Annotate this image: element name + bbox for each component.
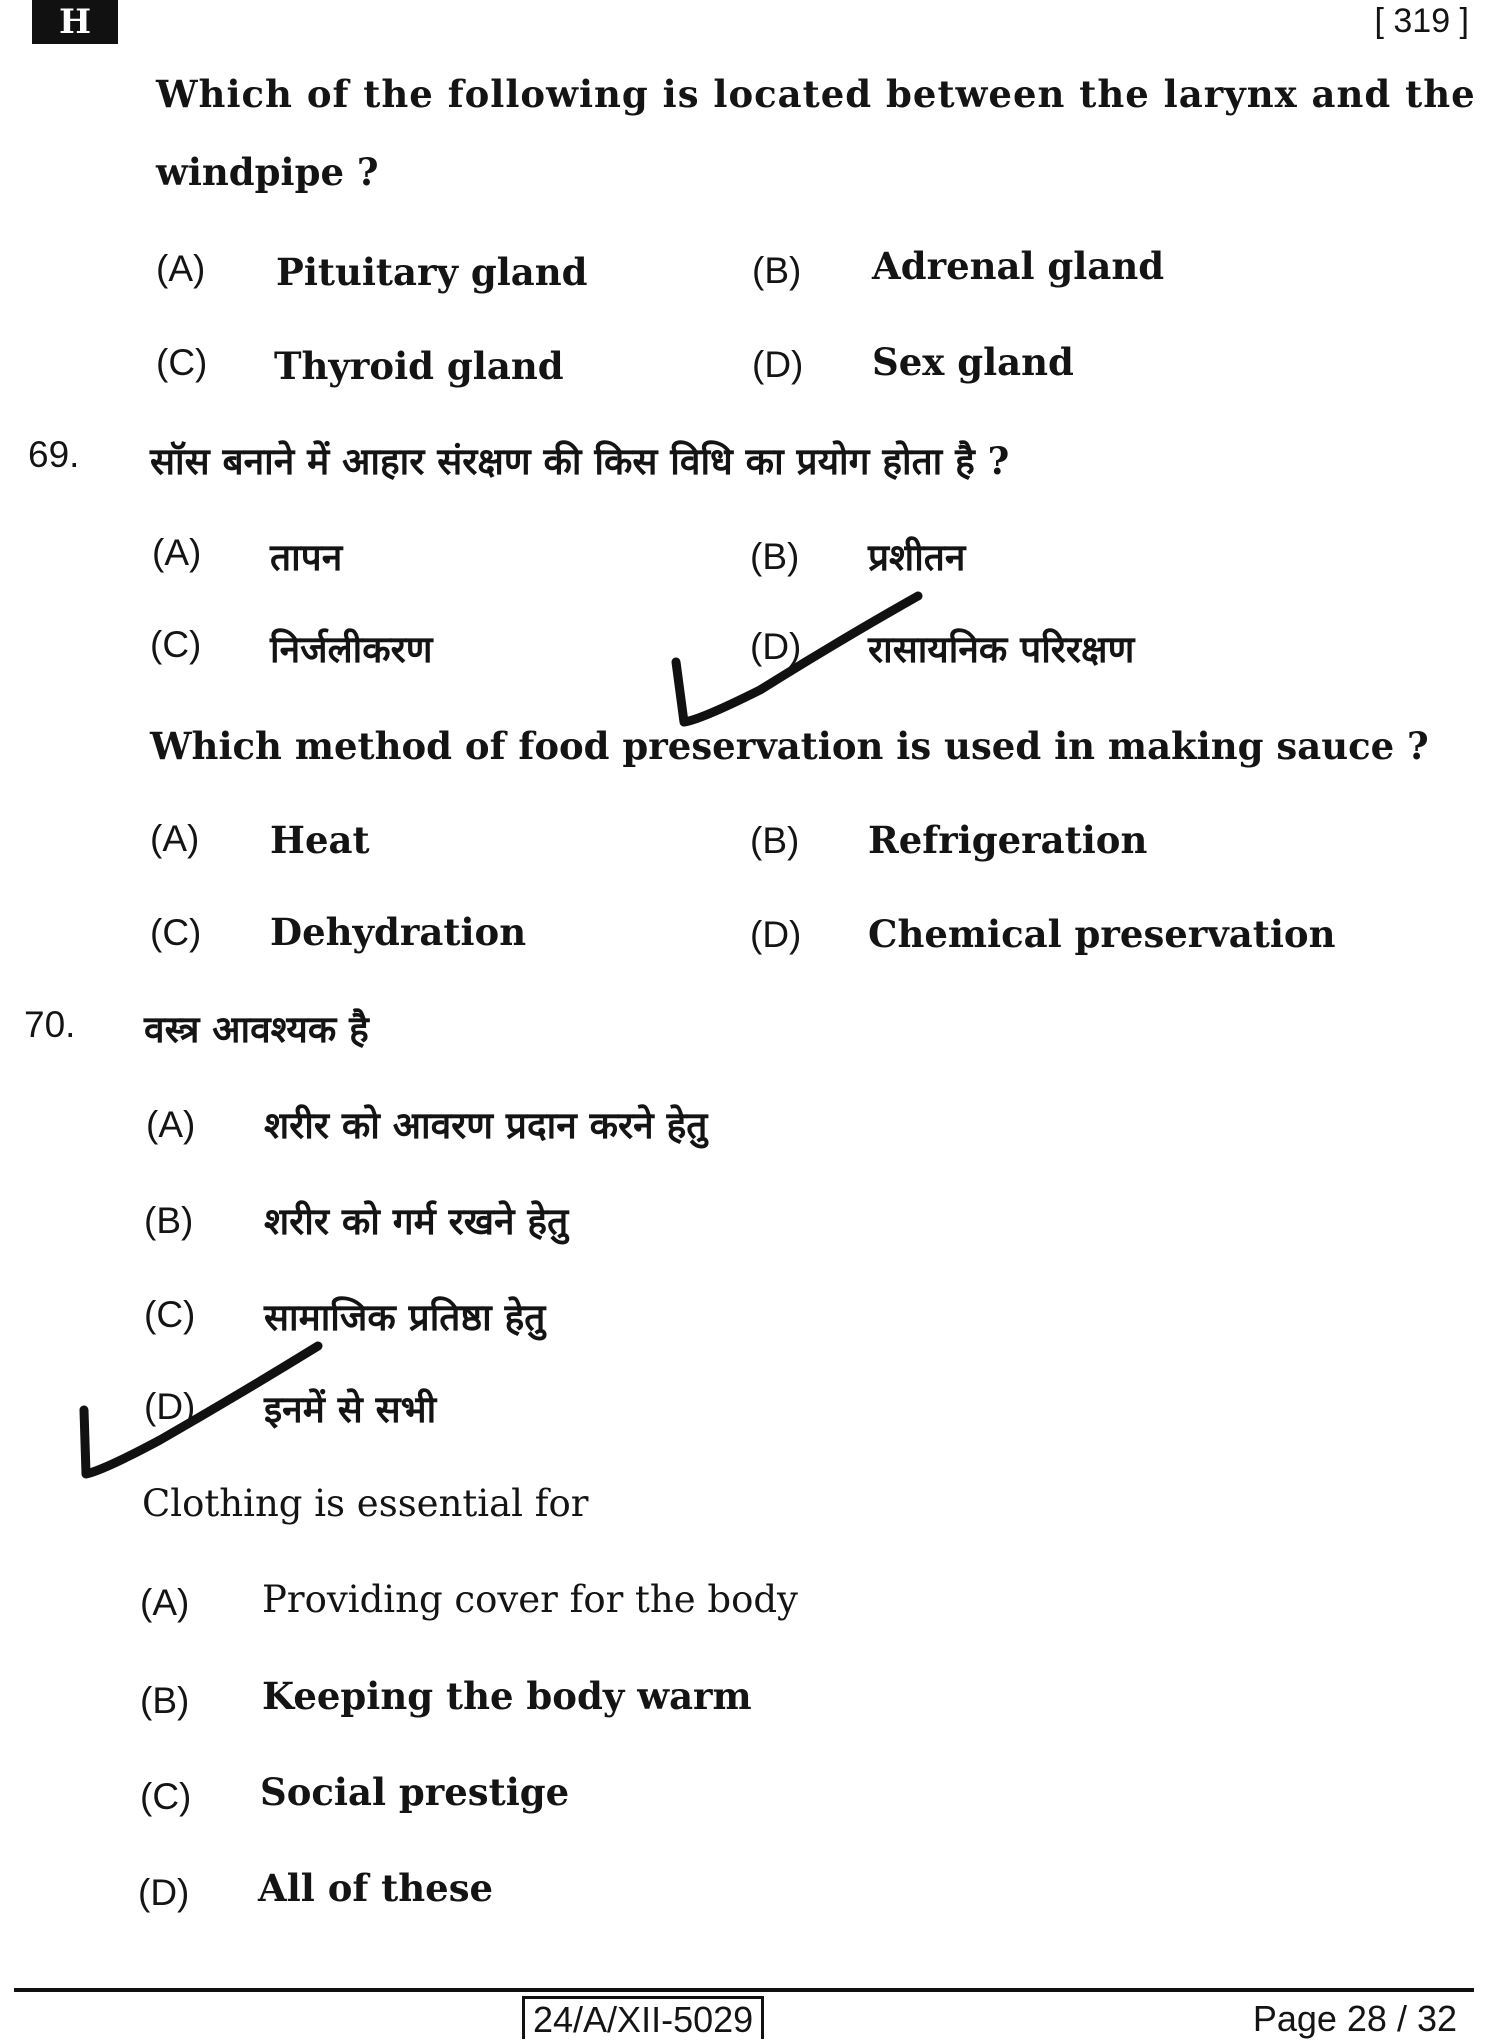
q69-number: 69. — [28, 434, 80, 475]
q70-hindi-option-b-text: शरीर को गर्म रखने हेतु — [264, 1199, 569, 1243]
q70-hindi-option-c-text: सामाजिक प्रतिष्ठा हेतु — [264, 1295, 546, 1339]
q70-option-c-label: (C) — [140, 1776, 192, 1817]
q70-hindi-option-a-text: शरीर को आवरण प्रदान करने हेतु — [264, 1103, 708, 1147]
q70-hindi-option-a-label: (A) — [146, 1104, 196, 1145]
q69-english-text: Which method of food preservation is used in making sauce ? — [150, 724, 1429, 768]
q69-hindi-option-c-label: (C) — [150, 624, 202, 665]
q69-hindi-option-d-text: रासायनिक परिरक्षण — [868, 627, 1135, 671]
q68-option-c-label: (C) — [156, 342, 208, 383]
q68-option-b-label: (B) — [752, 250, 802, 291]
q68-text-line1: Which of the following is located between the larynx and the — [156, 72, 1476, 116]
q70-option-d-text: All of these — [258, 1866, 494, 1910]
page-number: Page 28 / 32 — [1252, 1998, 1457, 2039]
q70-option-a-label: (A) — [140, 1582, 190, 1623]
q70-option-d-label: (D) — [138, 1872, 190, 1913]
q69-hindi-option-b-label: (B) — [750, 536, 800, 577]
q69-option-c-label: (C) — [150, 912, 202, 953]
q68-option-b-text: Adrenal gland — [872, 244, 1165, 288]
q70-option-a-text: Providing cover for the body — [262, 1578, 798, 1621]
q69-option-a-text: Heat — [270, 818, 370, 862]
q69-hindi-option-b-text: प्रशीतन — [868, 535, 966, 579]
footer-rule — [14, 1988, 1474, 1992]
q69-option-d-text: Chemical preservation — [868, 912, 1336, 956]
q70-option-b-label: (B) — [140, 1680, 190, 1721]
q70-hindi-option-b-label: (B) — [144, 1200, 194, 1241]
paper-code: [ 319 ] — [1374, 2, 1469, 40]
q69-hindi-option-a-text: तापन — [270, 535, 343, 579]
q69-option-c-text: Dehydration — [270, 910, 527, 954]
q68-option-c-text: Thyroid gland — [274, 344, 564, 388]
q69-hindi-option-c-text: निर्जलीकरण — [270, 627, 433, 671]
q68-text-line2: windpipe ? — [156, 150, 379, 194]
q68-option-a-label: (A) — [156, 248, 206, 289]
booklet-code: 24/A/XII-5029 — [522, 1996, 764, 2039]
q68-option-d-text: Sex gland — [872, 340, 1074, 384]
q70-hindi-option-d-label: (D) — [144, 1386, 196, 1427]
q69-hindi-option-d-label: (D) — [750, 626, 802, 667]
q70-hindi-option-c-label: (C) — [144, 1294, 196, 1335]
q70-number: 70. — [24, 1004, 76, 1045]
q70-english-text: Clothing is essential for — [142, 1482, 589, 1525]
q69-option-b-label: (B) — [750, 820, 800, 861]
q70-option-c-text: Social prestige — [260, 1770, 570, 1814]
q68-option-a-text: Pituitary gland — [276, 250, 588, 294]
q69-option-b-text: Refrigeration — [868, 818, 1148, 862]
q70-hindi-text: वस्त्र आवश्यक है — [144, 1007, 369, 1051]
q68-option-d-label: (D) — [752, 344, 804, 385]
q69-hindi-text: सॉस बनाने में आहार संरक्षण की किस विधि का प्रयोग होता है ? — [150, 439, 1010, 483]
q70-option-b-text: Keeping the body warm — [262, 1674, 752, 1718]
q69-option-d-label: (D) — [750, 914, 802, 955]
series-badge: H — [32, 0, 118, 44]
q69-hindi-option-a-label: (A) — [152, 532, 202, 573]
q69-option-a-label: (A) — [150, 818, 200, 859]
q70-hindi-option-d-text: इनमें से सभी — [264, 1387, 437, 1431]
